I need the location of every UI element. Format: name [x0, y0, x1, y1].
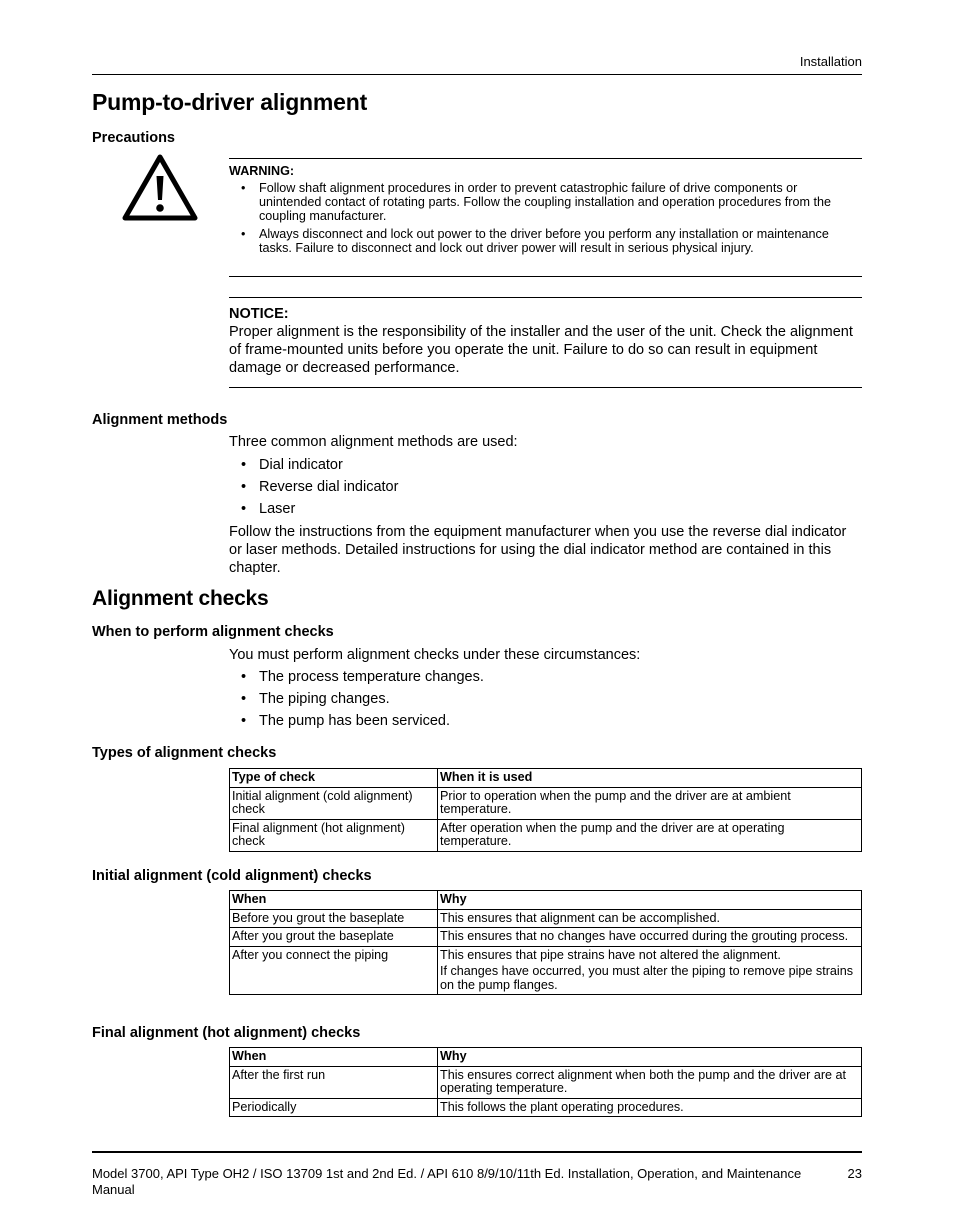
alignment-methods-intro: Three common alignment methods are used:	[229, 434, 518, 450]
list-item: • The piping changes.	[241, 691, 390, 707]
footer-rule	[92, 1151, 862, 1153]
list-item: • Dial indicator	[241, 457, 343, 473]
footer-text: Model 3700, API Type OH2 / ISO 13709 1st and 2nd Ed. / API 610 8/9/10/11th Ed. Installation, Operation, and Maintenance Manual	[92, 1166, 802, 1197]
table-cell: This ensures correct alignment when both the pump and the driver are at operating temperature.	[438, 1066, 862, 1098]
table-row	[230, 946, 862, 995]
notice-text: Proper alignment is the responsibility of the installer and the user of the unit. Check the alignment of frame-mounted units before you operate the unit. Failure to do so can result in equipment damage or decreased performance.	[229, 324, 853, 376]
table-row	[230, 1066, 862, 1098]
column-header: When it is used	[438, 769, 862, 788]
section-title-alignment-checks: Alignment checks	[92, 587, 269, 610]
table-cell: After you grout the baseplate	[230, 928, 438, 947]
table-cell: After the first run	[230, 1066, 438, 1098]
table-row	[230, 1098, 862, 1117]
table-cell: This ensures that alignment can be accomplished.	[438, 909, 862, 928]
warning-item: • Follow shaft alignment procedures in order to prevent catastrophic failure of drive components or unintended contact of rotating parts. Follow the coupling installation and operation procedures from the coupling manufacturer.	[241, 181, 831, 223]
column-header: When	[230, 891, 438, 910]
notice-label: NOTICE:	[229, 306, 289, 322]
page-number: 23	[847, 1166, 862, 1181]
list-item: • Reverse dial indicator	[241, 479, 399, 495]
alignment-methods-list	[229, 456, 862, 518]
page-title: Pump-to-driver alignment	[92, 89, 368, 115]
table-cell: After you connect the piping	[230, 946, 438, 995]
running-header: Installation	[799, 54, 862, 69]
list-item: • Laser	[241, 501, 296, 517]
warning-list	[229, 181, 862, 255]
alignment-methods-outro: Follow the instructions from the equipment manufacturer when you use the reverse dial indicator or laser methods. Detailed instructions for using the dial indicator method are contained in this chapter.	[229, 524, 847, 576]
table-row	[230, 909, 862, 928]
table-cell: Final alignment (hot alignment) check	[230, 819, 438, 851]
types-heading: Types of alignment checks	[92, 745, 277, 761]
precautions-heading: Precautions	[92, 130, 175, 146]
final-table	[229, 1047, 862, 1117]
column-header: Why	[438, 1048, 862, 1067]
table-header-row	[230, 891, 862, 910]
column-header: Why	[438, 891, 862, 910]
list-item: • The process temperature changes.	[241, 669, 484, 685]
when-intro: You must perform alignment checks under these circumstances:	[229, 647, 641, 663]
table-row	[230, 819, 862, 851]
warning-triangle-icon	[122, 154, 198, 222]
warning-box	[229, 158, 862, 277]
list-item: • The pump has been serviced.	[241, 713, 451, 729]
table-cell: After operation when the pump and the driver are at operating temperature.	[438, 819, 862, 851]
table-cell: Prior to operation when the pump and the driver are at ambient temperature.	[438, 787, 862, 819]
table-row	[230, 928, 862, 947]
table-cell: This ensures that no changes have occurred during the grouting process.	[438, 928, 862, 947]
cell-text: If changes have occurred, you must alter the piping to remove pipe strains on the pump flanges.	[440, 964, 854, 992]
when-heading: When to perform alignment checks	[92, 624, 334, 640]
header-rule	[92, 74, 862, 75]
column-header: When	[230, 1048, 438, 1067]
initial-table	[229, 890, 862, 995]
cell-text: This ensures that pipe strains have not altered the alignment.	[440, 947, 781, 962]
column-header: Type of check	[230, 769, 438, 788]
initial-heading: Initial alignment (cold alignment) checks	[92, 868, 372, 884]
table-cell: Before you grout the baseplate	[230, 909, 438, 928]
table-cell: Periodically	[230, 1098, 438, 1117]
notice-box	[229, 297, 862, 388]
table-cell: This follows the plant operating procedures.	[438, 1098, 862, 1117]
table-header-row	[230, 1048, 862, 1067]
table-header-row	[230, 769, 862, 788]
alignment-methods-heading: Alignment methods	[92, 412, 228, 428]
table-row	[230, 787, 862, 819]
warning-item: • Always disconnect and lock out power to the driver before you perform any installation or maintenance tasks. Failure to disconnect and lock out driver power will result in serious physical injury.	[241, 227, 829, 255]
table-cell: Initial alignment (cold alignment) check	[230, 787, 438, 819]
when-list	[229, 668, 862, 730]
table-cell	[438, 946, 862, 995]
final-heading: Final alignment (hot alignment) checks	[92, 1025, 361, 1041]
types-table	[229, 768, 862, 852]
warning-label: WARNING:	[229, 164, 295, 178]
